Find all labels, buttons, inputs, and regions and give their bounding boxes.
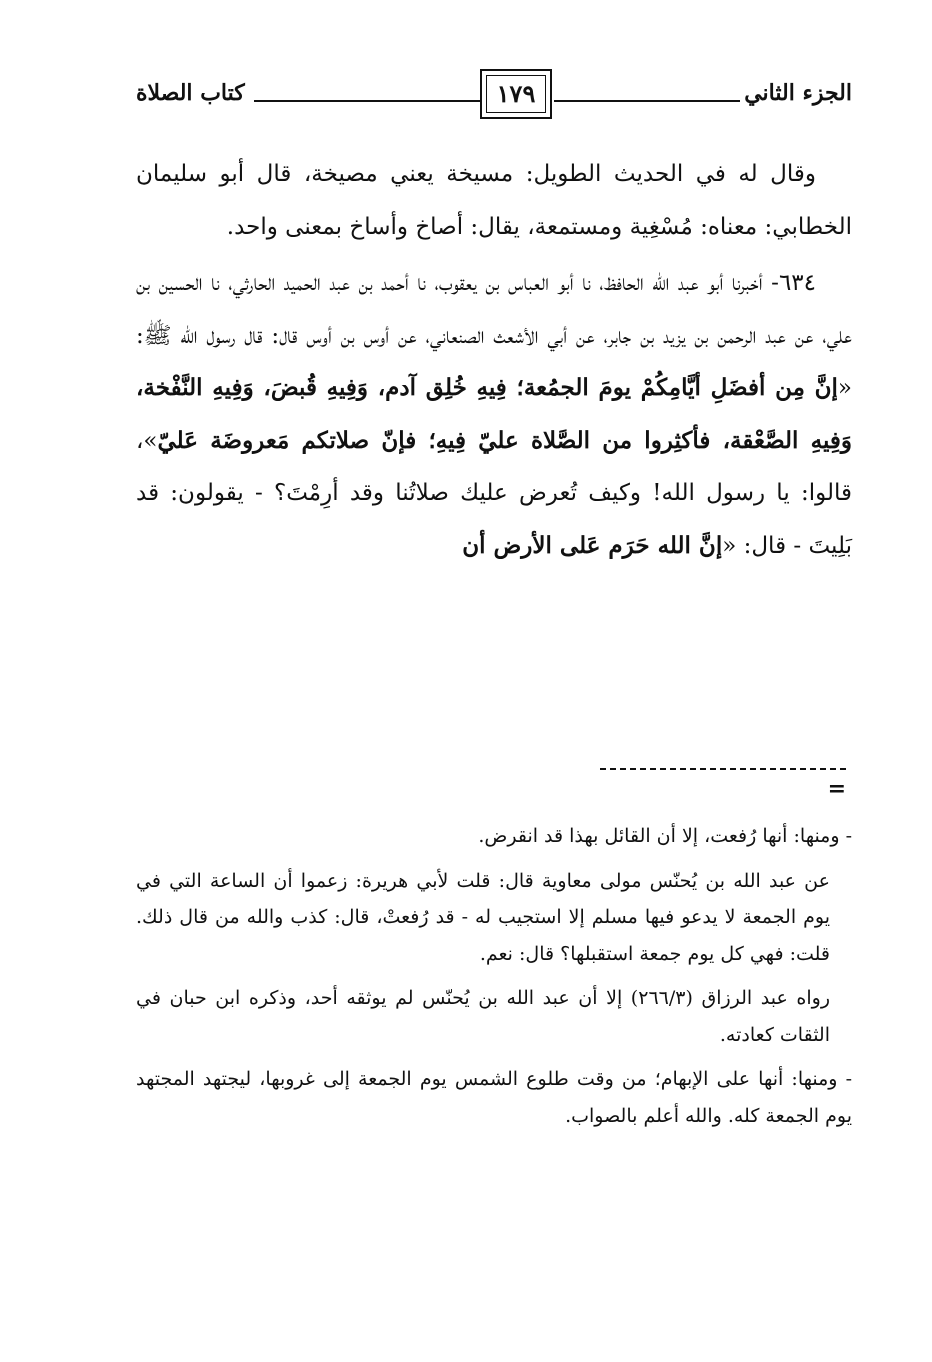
volume-title: الجزء الثاني	[744, 80, 852, 106]
hadith-quote-2: إنَّ الله حَرَم عَلى الأرض أن	[462, 531, 723, 559]
paragraph-2	[136, 257, 852, 572]
header-rule-right	[554, 100, 740, 102]
footnote-item-3: رواه عبد الرزاق (٢٦٦/٣) إلا أن عبد الله بن يُحنّس لم يوثقه أحد، وذكره ابن حبان في الثقات كعادته.	[136, 987, 831, 1046]
hadith-chain: ٦٣٤- أخبرنا أبو عبد الله الحافظ، نا أبو العباس بن يعقوب، نا أحمد بن عبد الحميد الحارثي، نا الحسين بن علي، عن عبد الرحمن بن يزيد بن جابر، عن أبي الأشعث الصنعاني، عن أوس بن أوس قال: قال رسول الله ﷺ: «	[136, 270, 852, 401]
footnote-item-4: - ومنها: أنها على الإبهام؛ من وقت طلوع الشمس يوم الجمعة إلى غروبها، ليجتهد المجتهد يوم الجمعة كله. والله أعلم بالصواب.	[136, 1068, 852, 1127]
footnote-separator	[600, 768, 846, 770]
main-text	[136, 148, 852, 572]
hadith-quote-1: إنَّ مِن أفضَلِ أيَّامِكُمْ يومَ الجمُعة؛ فِيهِ خُلِق آدم، وَفِيهِ قُبضَ، وَفِيهِ النَّفْخة، وَفِيهِ الصَّعْقة، فأكثِروا من الصَّلاة عليّ فِيهِ؛ فإنّ صلاتكم مَعروضَة عَليّ	[136, 374, 852, 454]
paragraph-1	[136, 148, 852, 253]
chapter-title: كتاب الصلاة	[136, 80, 245, 106]
footnote-continuation-mark: =	[827, 776, 846, 802]
header-rule-left	[254, 100, 480, 102]
hadith-middle: »، قالوا: يا رسول الله! وكيف تُعرض عليك صلاتُنا وقد أرِمْتَ؟ - يقولون: قد بَلِيتَ - قال: «	[136, 427, 852, 559]
footnote-item-1: - ومنها: أنها رُفعت، إلا أن القائل بهذا قد انقرض.	[478, 825, 852, 847]
page-number: ١٧٩	[496, 79, 536, 108]
running-header	[136, 66, 852, 128]
footnote-item-2: عن عبد الله بن يُحنّس مولى معاوية قال: قلت لأبي هريرة: زعموا أن الساعة التي في يوم الجمعة لا يدعو فيها مسلم إلا استجيب له - قد رُفعتْ، قال: كذب والله من قال ذلك. قلت: فهي كل يوم جمعة استقبلها؟ قال: نعم.	[136, 869, 830, 965]
paragraph-1-text: وقال له في الحديث الطويل: مسيخة يعني مصيخة، قال أبو سليمان الخطابي: معناه: مُسْغِية ومستمعة، يقال: أصاخ وأساخ بمعنى واحد.	[136, 161, 852, 240]
page-number-box	[480, 69, 552, 119]
footnotes	[136, 818, 852, 1134]
